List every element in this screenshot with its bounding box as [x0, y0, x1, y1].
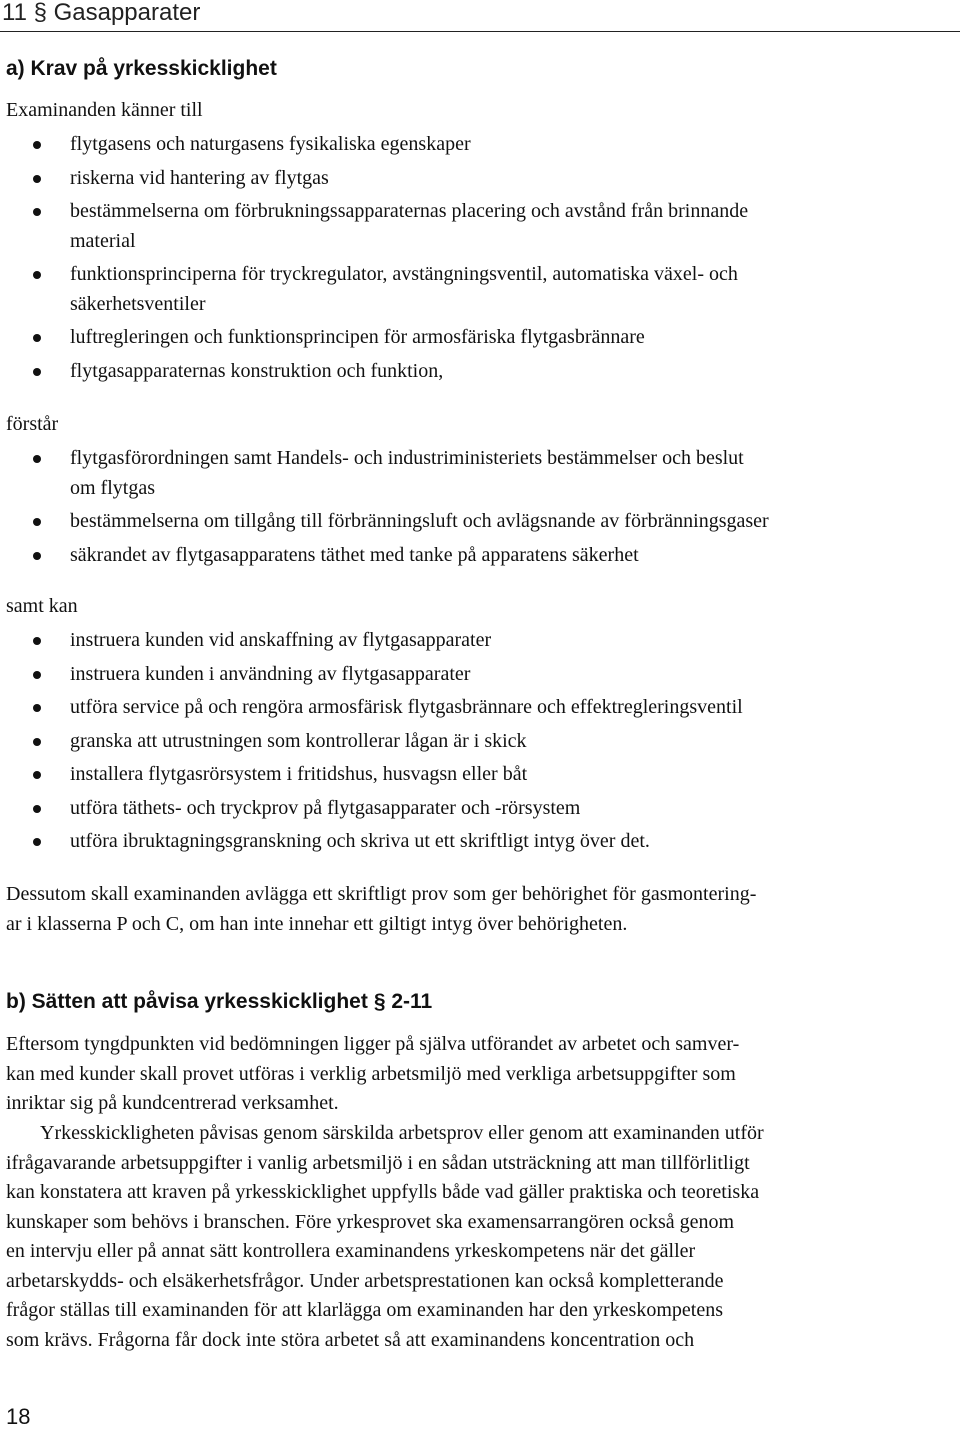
list-item: granska att utrustningen som kontrollerar lågan är i skick: [0, 727, 950, 757]
list-item: installera flytgasrörsystem i fritidshus, husvagsn eller båt: [0, 760, 950, 790]
list-item: bestämmelserna om förbrukningssapparaternas placering och avstånd från brinnande material: [0, 197, 950, 256]
bullet-icon: [33, 671, 41, 679]
bullet-icon: [33, 637, 41, 645]
body-paragraph-2: Yrkesskickligheten påvisas genom särskilda arbetsprov eller genom att examinanden utför ifrågavarande arbetsuppgifter i vanlig arbetsmiljö i en sådan utsträckning att man tillförlitligt kan konstatera att kraven på yrkesskicklighet uppfylls både vad gäller praktiska och teoretiska kunskaper som behövs i branschen. Före yrkesprovet ska examensarrangören också genom en intervju eller på annat sätt kontrollera examinandens yrkeskompetens när det gäller arbetarskydds- och elsäkerhetsfrågor. Under arbetsprestationen kan också kompletterande frågor ställas till examinanden för att klarlägga om examinanden har den yrkeskompetens som krävs. Frågorna får dock inte störa arbetet så att examinandens koncentration och: [6, 1122, 764, 1351]
can-list: [0, 626, 950, 861]
list-item: luftregleringen och funktionsprincipen för armosfäriska flytgasbrännare: [0, 323, 950, 353]
understands-list: [0, 444, 950, 574]
section-a-heading: a) Krav på yrkesskicklighet: [6, 57, 277, 80]
bullet-icon: [33, 738, 41, 746]
bullet-icon: [33, 805, 41, 813]
page-number: 18: [6, 1404, 31, 1429]
bullet-icon: [33, 704, 41, 712]
bullet-icon: [33, 455, 41, 463]
bullet-icon: [33, 271, 41, 279]
body-paragraph-1: Eftersom tyngdpunkten vid bedömningen ligger på själva utförandet av arbetet och samver- kan med kunder skall provet utföras i verklig arbetsmiljö med verkliga arbetsuppgifter som inriktar sig på kundcentrerad verksamhet.: [6, 1033, 740, 1114]
intro-understands: förstår: [6, 413, 59, 435]
section-reference: § 2-11: [373, 990, 433, 1013]
list-item: säkrandet av flytgasapparatens täthet med tanke på apparatens säkerhet: [0, 541, 950, 571]
bullet-icon: [33, 368, 41, 376]
list-item: instruera kunden vid anskaffning av flytgasapparater: [0, 626, 950, 656]
list-item: utföra täthets- och tryckprov på flytgasapparater och -rörsystem: [0, 794, 950, 824]
section-b-heading: [6, 990, 432, 1014]
list-item: utföra ibruktagningsgranskning och skriva ut ett skriftligt intyg över det.: [0, 827, 950, 857]
bullet-icon: [33, 334, 41, 342]
intro-knows: Examinanden känner till: [6, 99, 203, 121]
section-b-heading-text: b) Sätten att påvisa yrkesskicklighet: [6, 990, 368, 1013]
list-item: flytgasens och naturgasens fysikaliska egenskaper: [0, 130, 950, 160]
bullet-icon: [33, 208, 41, 216]
bullet-icon: [33, 141, 41, 149]
page-header: [0, 0, 960, 32]
chapter-title: 11 § Gasapparater: [2, 0, 201, 26]
bullet-icon: [33, 771, 41, 779]
list-item: funktionsprinciperna för tryckregulator, avstängningsventil, automatiska växel- och säkerhetsventiler: [0, 260, 950, 319]
list-item: flytgasapparaternas konstruktion och funktion,: [0, 357, 950, 387]
list-item: utföra service på och rengöra armosfärisk flytgasbrännare och effektregleringsventil: [0, 693, 950, 723]
intro-can: samt kan: [6, 595, 78, 617]
list-item: bestämmelserna om tillgång till förbränningsluft och avlägsnande av förbränningsgaser: [0, 507, 950, 537]
bullet-icon: [33, 838, 41, 846]
knows-list: [0, 130, 950, 390]
bullet-icon: [33, 518, 41, 526]
list-item: instruera kunden i användning av flytgasapparater: [0, 660, 950, 690]
closing-paragraph: Dessutom skall examinanden avlägga ett skriftligt prov som ger behörighet för gasmontering- ar i klasserna P och C, om han inte innehar ett giltigt intyg över behörigheten.: [6, 883, 757, 935]
bullet-icon: [33, 175, 41, 183]
bullet-icon: [33, 552, 41, 560]
list-item: riskerna vid hantering av flytgas: [0, 164, 950, 194]
list-item: flytgasförordningen samt Handels- och industriministeriets bestämmelser och beslut om flytgas: [0, 444, 950, 503]
